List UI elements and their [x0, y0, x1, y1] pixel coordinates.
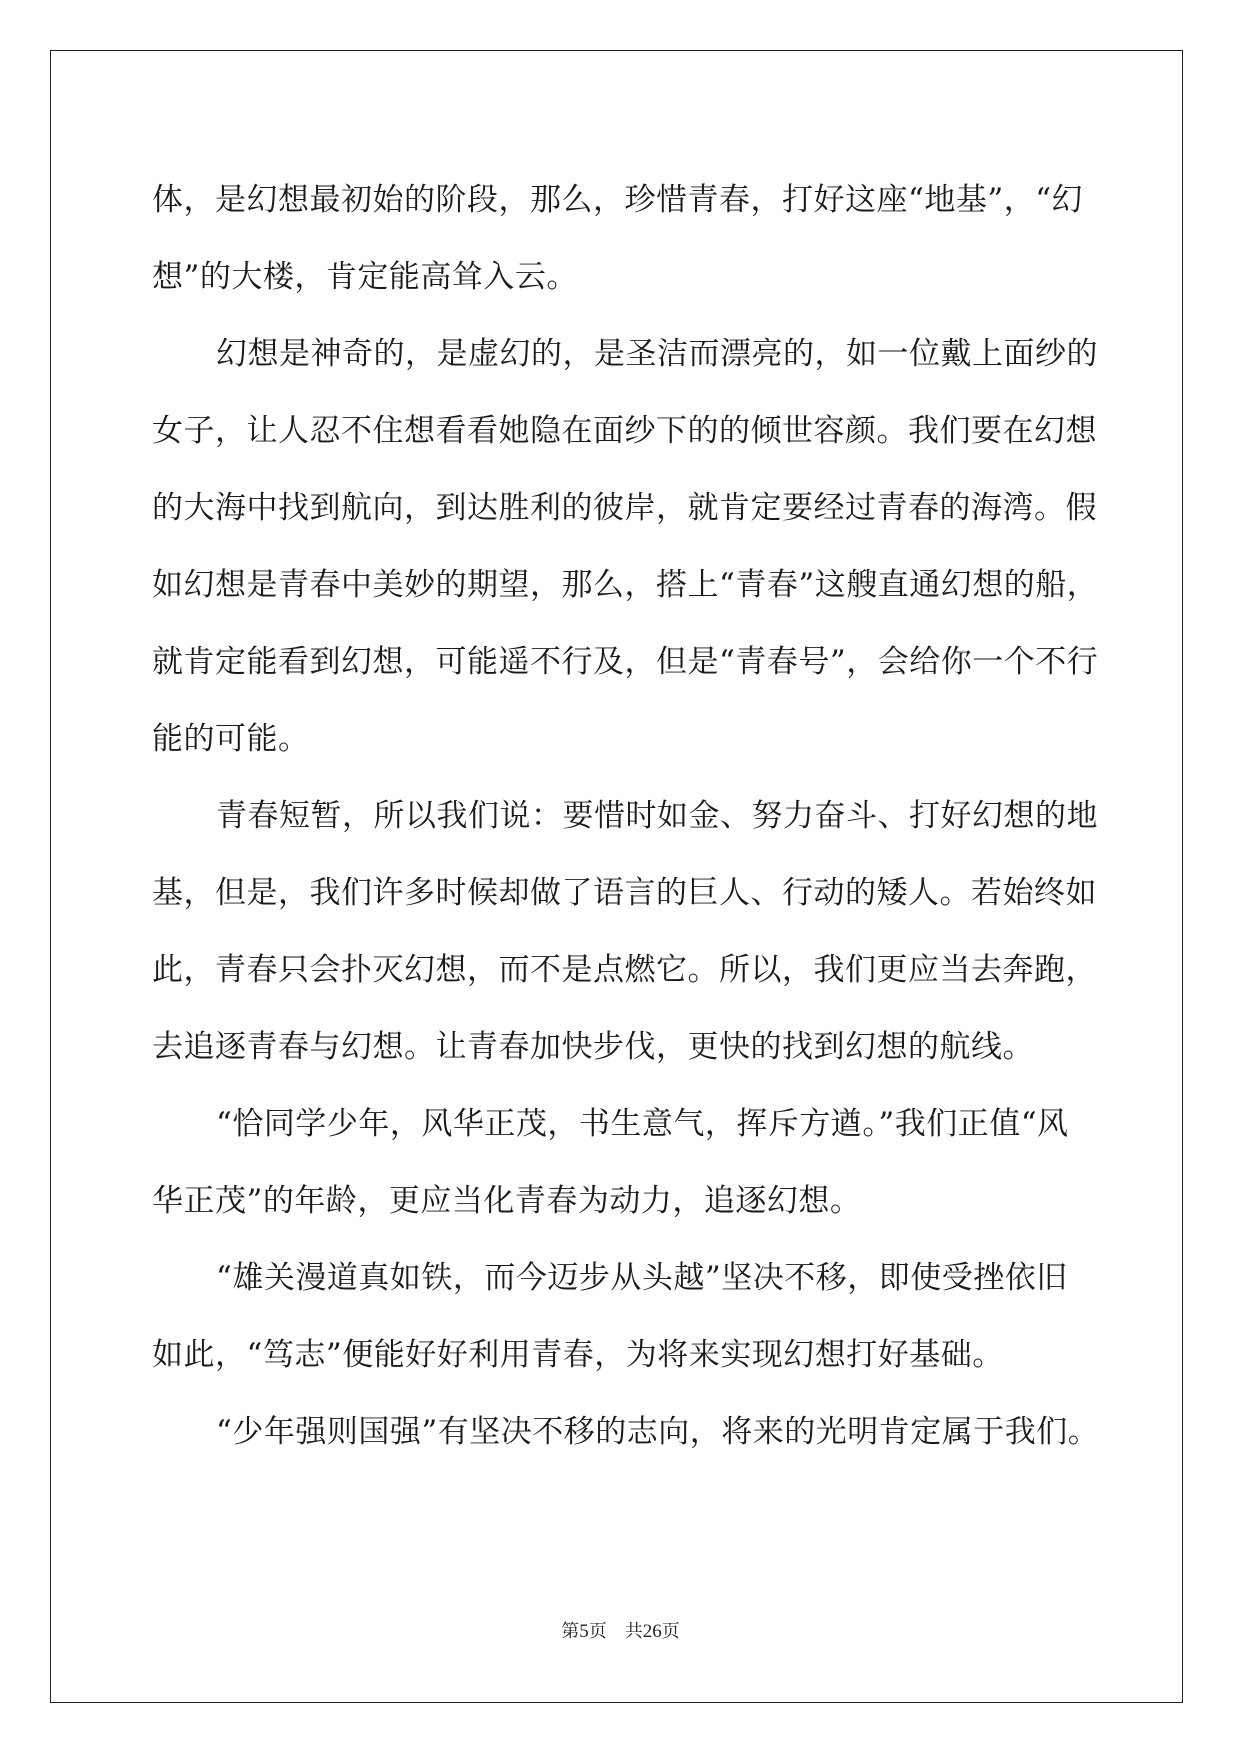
text-line: 去追逐青春与幻想。让青春加快步伐，更快的找到幻想的航线。 [152, 1029, 1034, 1065]
text-line: 的大海中找到航向，到达胜利的彼岸，就肯定要经过青春的海湾。假 [152, 490, 1097, 526]
total-suffix: 页 [661, 1621, 680, 1642]
text-line: 女子，让人忍不住想看看她隐在面纱下的的倾世容颜。我们要在幻想 [152, 413, 1097, 449]
page-prefix: 第 [561, 1621, 580, 1642]
document-body [152, 162, 1100, 1471]
text-line: 青春短暂，所以我们说：要惜时如金、努力奋斗、打好幻想的地 [216, 798, 1098, 834]
text-line: “少年强则国强”有坚决不移的志向，将来的光明肯定属于我们。 [216, 1414, 1100, 1450]
page-suffix: 页 [588, 1621, 607, 1642]
text-line: “恰同学少年，风华正茂，书生意气，挥斥方遒。”我们正值“风 [216, 1106, 1069, 1142]
text-line: 就肯定能看到幻想，可能遥不行及，但是“青春号”，会给你一个不行 [152, 644, 1099, 680]
total-pages: 26 [642, 1621, 662, 1642]
text-line: 体，是幻想最初始的阶段，那么，珍惜青春，打好这座“地基”，“幻 [152, 182, 1084, 218]
text-line: 能的可能。 [152, 721, 310, 757]
text-line: “雄关漫道真如铁，而今迈步从头越”坚决不移，即使受挫依旧 [216, 1260, 1068, 1296]
text-line: 华正茂”的年龄，更应当化青春为动力，追逐幻想。 [152, 1183, 862, 1219]
total-prefix: 共 [624, 1621, 643, 1642]
text-line: 想”的大楼，肯定能高耸入云。 [152, 259, 578, 295]
text-line: 如幻想是青春中美妙的期望，那么，搭上“青春”这艘直通幻想的船， [152, 567, 1099, 603]
page-number: 5 [579, 1621, 589, 1642]
text-line: 幻想是神奇的，是虚幻的，是圣洁而漂亮的，如一位戴上面纱的 [216, 336, 1098, 372]
text-line: 基，但是，我们许多时候却做了语言的巨人、行动的矮人。若始终如 [152, 875, 1097, 911]
text-line: 如此，“笃志”便能好好利用青春，为将来实现幻想打好基础。 [152, 1337, 1004, 1373]
page-footer [0, 1617, 1241, 1643]
text-line: 此，青春只会扑灭幻想，而不是点燃它。所以，我们更应当去奔跑， [152, 952, 1097, 988]
